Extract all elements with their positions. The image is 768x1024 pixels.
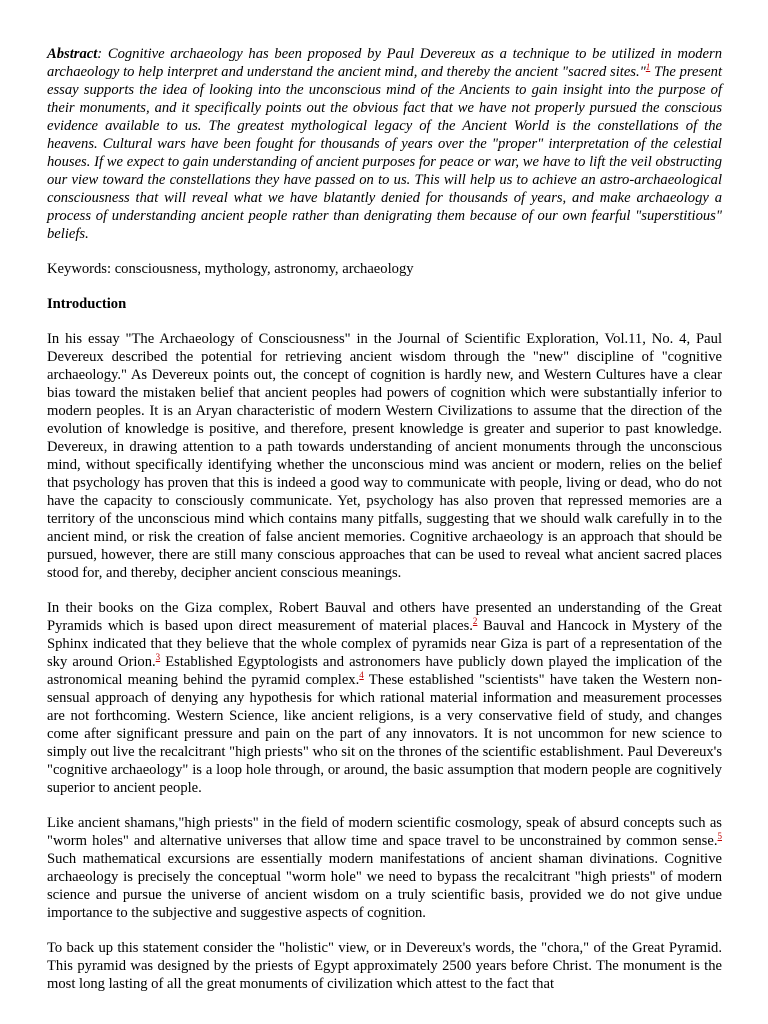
keywords: Keywords: consciousness, mythology, astronomy, archaeology — [47, 261, 414, 277]
footnote-link-2[interactable]: 2 — [472, 616, 478, 627]
paragraph-4: To back up this statement consider the "holistic" view, or in Devereux's words, the "chora," of the Great Pyramid. This pyramid was designed by the priests of Egypt approximately 2500 years before Christ. The monument is the most long lasting of all the great monuments of civilization which attest to the fact that — [47, 940, 722, 992]
paragraph-2 — [47, 599, 722, 797]
paragraph-2-text-2: Bauval and Hancock in Mystery of the Sphinx indicated that they believe that the whole complex of pyramids near Giza is part of a representation of the sky around Orion. — [47, 618, 722, 670]
footnote-link-4[interactable]: 4 — [359, 670, 364, 681]
footnote-link-1[interactable]: 1 — [645, 62, 651, 73]
footnote-link-5[interactable]: 5 — [717, 831, 722, 842]
introduction-heading: Introduction — [47, 296, 127, 312]
paragraph-1: In his essay "The Archaeology of Consciousness" in the Journal of Scientific Exploration, Vol.11, No. 4, Paul Devereux described the potential for retrieving ancient wisdom through the "new" discipline of "cognitive archaeology." As Devereux points out, the concept of cognition is hardly new, and Western Cultures have a clear bias toward the mistaken belief that ancient peoples had powers of cognition which were substantially inferior to modern peoples. It is an Aryan characteristic of modern Western Civilizations to assume that the direction of the evolution of knowledge is positive, and therefore, present knowledge is greater and superior to past knowledge. Devereux, in drawing attention to a path towards understanding of ancient monuments through the unconscious mind, without specifically identifying whether the unconscious mind was ancient or modern, relies on the belief that psychology has proven that this is indeed a good way to communicate with people, living or dead, who do not have the capacity to consciously communicate. Yet, psychology has also proven that repressed memories are a territory of the unconscious mind which contains many pitfalls, suggesting that we should walk carefully in to the ancient mind, or risk the creation of false ancient memories. Cognitive archaeology is an approach that should be pursued, however, there are still many conscious approaches that can be used to reveal what ancient sacred places stood for, and thereby, decipher ancient conscious meanings. — [47, 331, 722, 581]
paragraph-2-text-4: These established "scientists" have taken the Western non-sensual approach of denying any hypothesis for which rational material information and measurement processes are not forthcoming. Western Science, like ancient religions, is a very conservative field of study, and changes come after significant pressure and pain on the part of any innovators. It is not uncommon for new science to simply out live the recalcitrant "high priests" who sit on the thrones of the scientific establishment. Paul Devereux's "cognitive archaeology" is a loop hole through, or around, the basic assumption that modern people are cognitively superior to ancient people. — [47, 672, 722, 796]
paragraph-2-text-3: Established Egyptologists and astronomers have publicly down played the implication of the astronomical meaning behind the pyramid complex. — [47, 654, 723, 688]
abstract-label: Abstract — [47, 46, 98, 62]
footnote-link-3[interactable]: 3 — [155, 652, 161, 663]
abstract-text-1: : Cognitive archaeology has been proposed by Paul Devereux as a technique to be utilized in modern archaeology to help interpret and understand the ancient mind, and thereby the ancient "sacred sites." — [47, 46, 722, 80]
paragraph-3 — [47, 814, 722, 922]
document-page — [47, 45, 722, 1010]
paragraph-3-text-1: Like ancient shamans,"high priests" in the field of modern scientific cosmology, speak of absurd concepts such as "worm holes" and alternative universes that allow time and space travel to be unconstrained by common sense. — [47, 815, 722, 849]
abstract-paragraph — [47, 45, 722, 243]
abstract-text-2: The present essay supports the idea of looking into the unconscious mind of the Ancients to gain insight into the purpose of their monuments, and it specifically points out the obvious fact that we have not properly pursued the conscious evidence available to us. The greatest mythological legacy of the Ancient World is the constellations of the heavens. Cultural wars have been fought for thousands of years over the "proper" interpretation of the celestial houses. If we expect to gain understanding of ancient purposes for peace or war, we have to lift the veil obstructing our view toward the constellations they have passed on to us. This will help us to achieve an astro-archaeological consciousness that will reveal what we have blatantly denied for thousands of years, and make archaeology a process of understanding ancient people rather than denigrating them because of our own fearful "superstitious" beliefs. — [47, 64, 723, 242]
paragraph-3-text-2: Such mathematical excursions are essentially modern manifestations of ancient shaman divinations. Cognitive archaeology is precisely the conceptual "worm hole" we need to bypass the recalcitrant "high priests" of modern science and pursue the universe of ancient wisdom on a truly scientific basis, provided we do not give undue importance to the subjective and suggestive aspects of cognition. — [47, 851, 722, 921]
paragraph-2-text-1: In their books on the Giza complex, Robert Bauval and others have presented an understanding of the Great Pyramids which is based upon direct measurement of material places. — [47, 600, 722, 634]
